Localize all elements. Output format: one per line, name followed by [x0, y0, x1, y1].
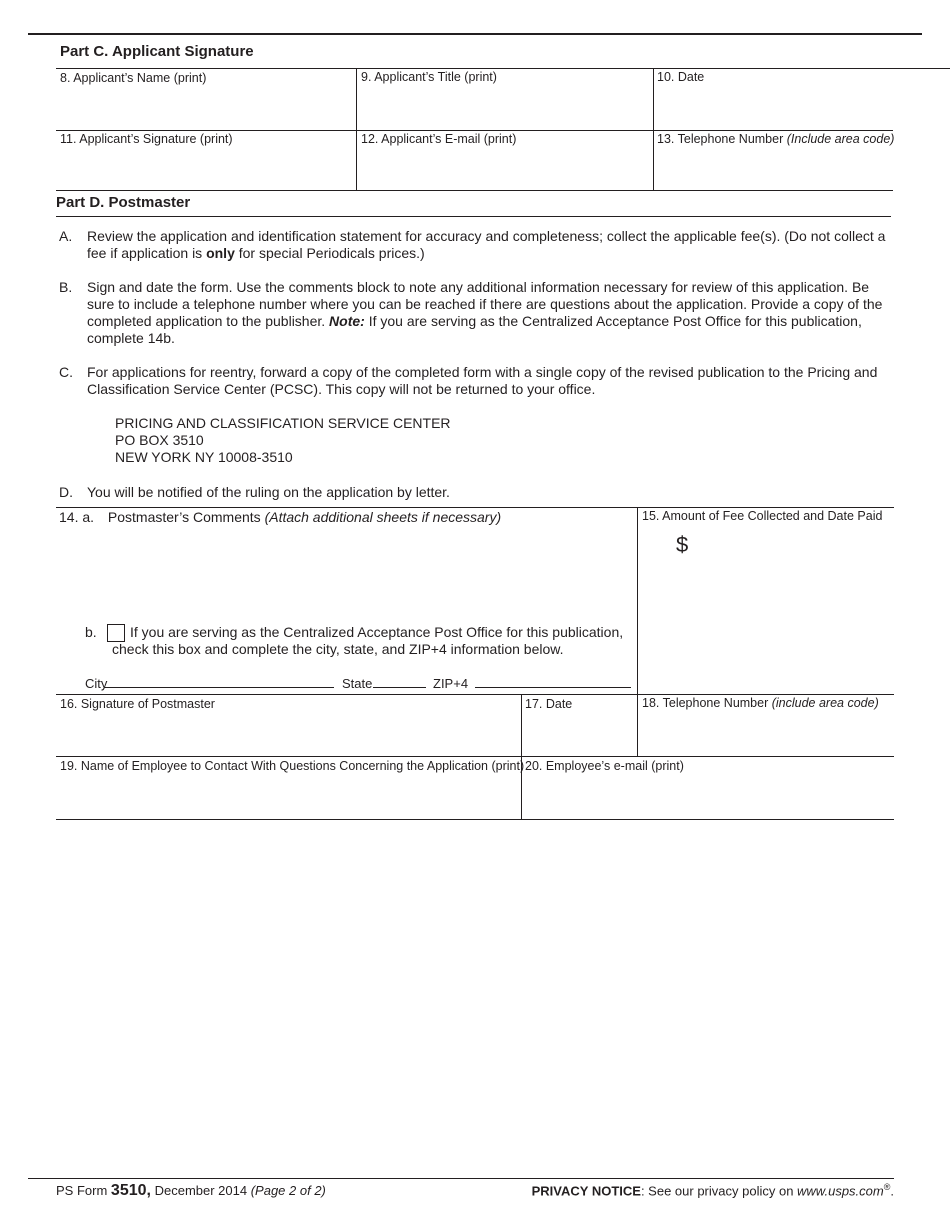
instruction-a-letter: A.: [59, 228, 73, 244]
instruction-c-letter: C.: [59, 364, 73, 380]
footer-rule: [28, 1178, 894, 1179]
part-d-rule: [56, 216, 891, 217]
instruction-d-text: You will be notified of the ruling on the application by letter.: [87, 484, 450, 500]
postmaster-telephone-text: 18. Telephone Number: [642, 696, 769, 710]
date-input[interactable]: [658, 95, 888, 123]
row-16-divider-2: [637, 694, 638, 757]
postmaster-telephone-label: [642, 696, 879, 711]
top-rule: [28, 33, 922, 35]
address-line-1: PRICING AND CLASSIFICATION SERVICE CENTER: [115, 415, 451, 431]
applicant-name-label: 8. Applicant’s Name (print): [60, 71, 207, 85]
cap-text: If you are serving as the Centralized Acceptance Post Office for this publication, check this box and complete the city, state, and ZIP+4 information below.: [112, 624, 624, 657]
zip-label: ZIP+4: [433, 676, 469, 691]
comments-label: [59, 509, 501, 526]
form-id: [56, 1182, 326, 1200]
applicant-title-input[interactable]: [362, 95, 647, 123]
comments-label-hint: (Attach additional sheets if necessary): [264, 509, 502, 525]
instruction-a-part1: Review the application and identification statement for accuracy and completeness; collect the applicable fee(s). (Do not collect a fee if application is: [87, 228, 886, 261]
part-c-title: Part C. Applicant Signature: [60, 43, 254, 60]
employee-email-input[interactable]: [526, 782, 888, 810]
employee-name-input[interactable]: [62, 782, 512, 810]
instruction-b-letter: B.: [59, 279, 73, 295]
form-date: December 2014: [154, 1183, 248, 1198]
part-c-row-rule: [56, 130, 893, 131]
applicant-name-input[interactable]: [62, 95, 347, 123]
instruction-b-note: Note:: [329, 313, 365, 329]
registered-mark: ®: [883, 1182, 891, 1192]
comments-number: 14. a.: [59, 509, 95, 525]
applicant-signature-input[interactable]: [62, 155, 347, 183]
postmaster-telephone-hint: (include area code): [771, 696, 879, 710]
instruction-b-text: [87, 279, 889, 347]
privacy-text: : See our privacy policy on: [640, 1183, 798, 1199]
applicant-title-label: 9. Applicant’s Title (print): [361, 70, 497, 84]
telephone-label: [657, 132, 894, 147]
privacy-label: PRIVACY NOTICE: [531, 1183, 641, 1199]
state-label: State: [342, 676, 373, 691]
fee-label: 15. Amount of Fee Collected and Date Paid: [642, 509, 883, 523]
telephone-input[interactable]: [658, 155, 888, 183]
row-19-top-rule: [56, 756, 894, 757]
pcsc-address: [115, 415, 451, 466]
block-15-divider: [637, 507, 638, 695]
postmaster-date-input[interactable]: [526, 720, 631, 748]
applicant-signature-label: 11. Applicant’s Signature (print): [60, 132, 233, 146]
fee-input[interactable]: [696, 536, 886, 560]
state-line[interactable]: [373, 687, 426, 688]
comments-label-text: Postmaster’s Comments: [107, 509, 261, 525]
city-line[interactable]: [104, 687, 334, 688]
postmaster-signature-input[interactable]: [62, 720, 512, 748]
telephone-label-hint: (Include area code): [786, 132, 895, 146]
privacy-period: .: [890, 1183, 894, 1199]
instruction-a-text: [87, 228, 889, 262]
employee-name-label: 19. Name of Employee to Contact With Questions Concerning the Application (print): [60, 759, 525, 773]
row-16-top-rule: [56, 694, 894, 695]
row-16-divider-1: [521, 694, 522, 820]
city-label: City: [85, 676, 108, 691]
instruction-b-part2: If you are serving as the Centralized Acceptance Post Office for this publication, complete 14b.: [87, 313, 862, 346]
dollar-sign: $: [676, 532, 689, 557]
block-14-top-rule: [56, 507, 894, 508]
postmaster-date-label: 17. Date: [525, 697, 573, 711]
date-label: 10. Date: [657, 70, 705, 84]
applicant-email-label: 12. Applicant’s E-mail (print): [361, 132, 517, 146]
instruction-a-part2: for special Periodicals prices.): [234, 245, 425, 261]
instruction-a-emphasis: only: [206, 245, 235, 261]
privacy-notice: [532, 1182, 894, 1198]
part-c-rule: [56, 68, 950, 69]
telephone-label-text: 13. Telephone Number: [657, 132, 784, 146]
postmaster-telephone-input[interactable]: [643, 720, 888, 748]
applicant-email-input[interactable]: [362, 155, 647, 183]
employee-email-label: 20. Employee’s e-mail (print): [525, 759, 684, 773]
row-19-bottom-rule: [56, 819, 894, 820]
cap-b-letter: b.: [85, 624, 97, 640]
instruction-d-letter: D.: [59, 484, 73, 500]
address-line-2: PO BOX 3510: [115, 432, 204, 448]
comments-textarea[interactable]: [112, 530, 627, 615]
instruction-c-text: For applications for reentry, forward a copy of the completed form with a single copy of the revised publication to the Pricing and Classification Service Center (PCSC). This copy will not be returned to your office.: [87, 364, 878, 397]
part-c-bottom-rule: [56, 190, 893, 191]
part-d-title: Part D. Postmaster: [56, 194, 191, 211]
form-prefix: PS Form: [56, 1183, 108, 1198]
address-line-3: NEW YORK NY 10008-3510: [115, 449, 293, 465]
zip-line[interactable]: [475, 687, 631, 688]
form-page: (Page 2 of 2): [250, 1183, 326, 1198]
postmaster-signature-label: 16. Signature of Postmaster: [60, 697, 215, 711]
instruction-b-part1: Sign and date the form. Use the comments block to note any additional information necessary for review of this application. Be sure to include a telephone number where you can be reached if there are questions about the application. Provide a copy of the completed application to the publisher.: [87, 279, 883, 329]
form-number: 3510,: [110, 1182, 151, 1199]
privacy-link[interactable]: www.usps.com: [797, 1183, 884, 1199]
